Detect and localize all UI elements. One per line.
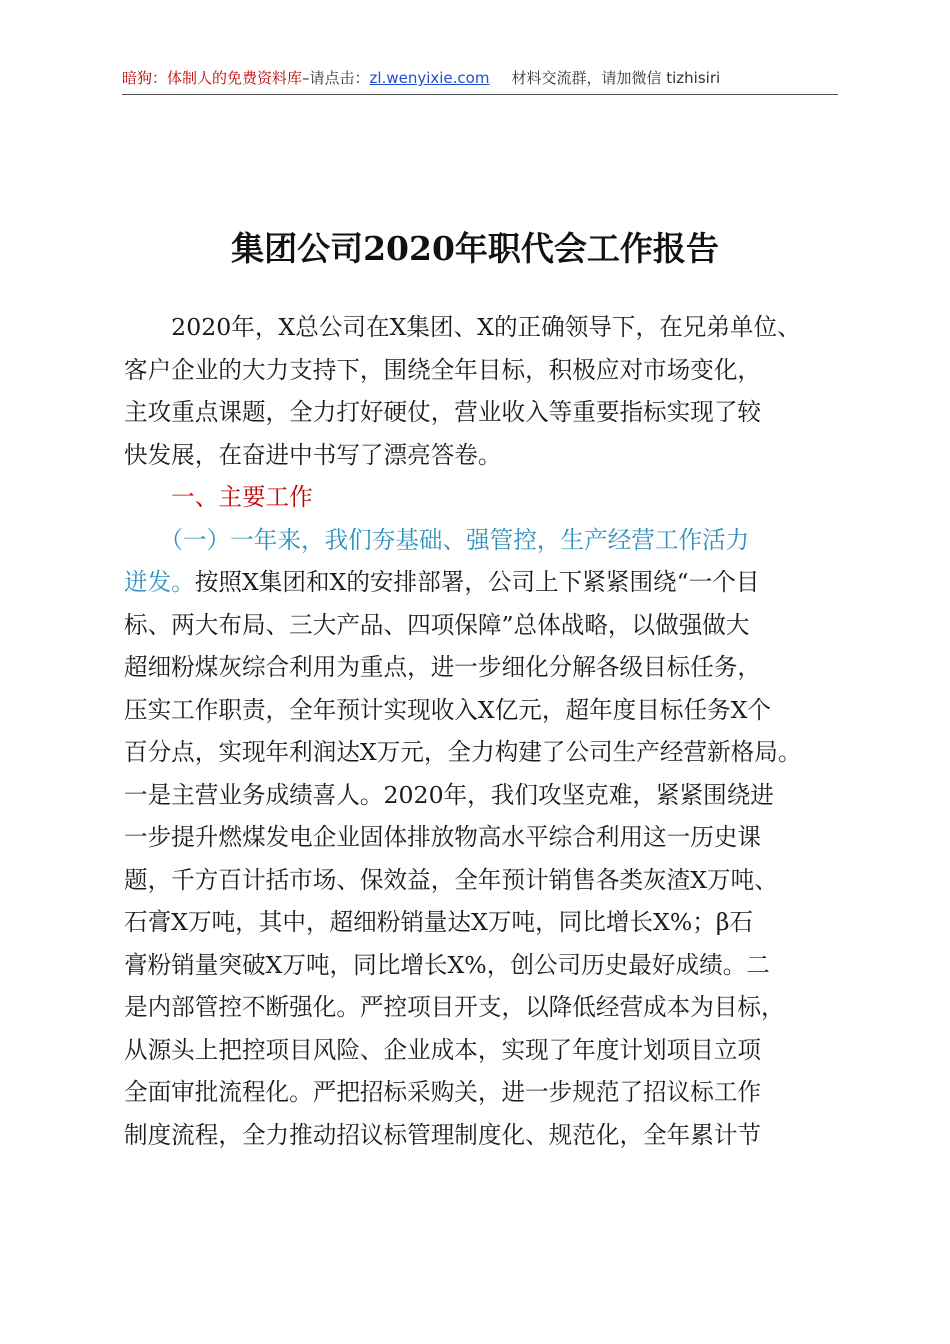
body-line: 百分点，实现年利润达X万元，全力构建了公司生产经营新格局。 [124, 738, 802, 766]
body-line [124, 561, 836, 604]
body-line: 是内部管控不断强化。严控项目开支，以降低经营成本为目标， [124, 993, 785, 1021]
document-body [124, 306, 836, 1156]
body-line: 客户企业的大力支持下，围绕全年目标，积极应对市场变化， [124, 355, 762, 384]
header-note: 材料交流群，请加微信 tizhisiri [511, 69, 721, 87]
header-brand: 暗狗：体制人的免费资料库 [122, 69, 303, 87]
body-line: 一步提升燃煤发电企业固体排放物高水平综合利用这一历史课 [124, 823, 762, 851]
document-title: 集团公司2020年职代会工作报告 [231, 229, 719, 268]
body-line: 制度流程，全力推动招议标管理制度化、规范化，全年累计节 [124, 1120, 762, 1149]
body-line: 压实工作职责，全年预计实现收入X亿元，超年度目标任务X个 [124, 695, 772, 724]
body-line: 石膏X万吨，其中，超细粉销量达X万吨，同比增长X%；β石 [124, 908, 754, 936]
header-prompt: –请点击： [302, 69, 370, 87]
body-line: 题，千方百计括市场、保效益，全年预计销售各类灰渣X万吨、 [124, 865, 778, 894]
header-divider [122, 94, 838, 95]
body-line: 超细粉煤灰综合利用为重点，进一步细化分解各级目标任务， [124, 653, 762, 681]
body-line: 主攻重点课题，全力打好硬仗，营业收入等重要指标实现了较 [124, 398, 762, 426]
body-line: 快发展，在奋进中书写了漂亮答卷。 [124, 440, 502, 469]
subsection-heading-1-tail: 迸发。 [124, 568, 195, 596]
section-heading-main-work: 一、主要工作 [124, 483, 313, 511]
body-text-run: 按照X集团和X的安排部署，公司上下紧紧围绕“一个目 [194, 568, 760, 596]
header-link[interactable]: zl.wenyixie.com [369, 69, 490, 87]
body-line: 一是主营业务成绩喜人。2020年，我们攻坚克难，紧紧围绕进 [124, 780, 774, 809]
body-line: 全面审批流程化。严把招标采购关，进一步规范了招议标工作 [124, 1078, 762, 1106]
body-line: 从源头上把控项目风险、企业成本，实现了年度计划项目立项 [124, 1035, 762, 1064]
body-line: 膏粉销量突破X万吨，同比增长X%，创公司历史最好成绩。二 [124, 950, 770, 979]
page-header [122, 66, 838, 90]
body-line: 2020年，X总公司在X集团、X的正确领导下，在兄弟单位、 [124, 313, 801, 341]
subsection-heading-1: （一）一年来，我们夯基础、强管控，生产经营工作活力 [124, 525, 750, 554]
body-line: 标、两大布局、三大产品、四项保障”总体战略，以做强做大 [124, 610, 750, 639]
